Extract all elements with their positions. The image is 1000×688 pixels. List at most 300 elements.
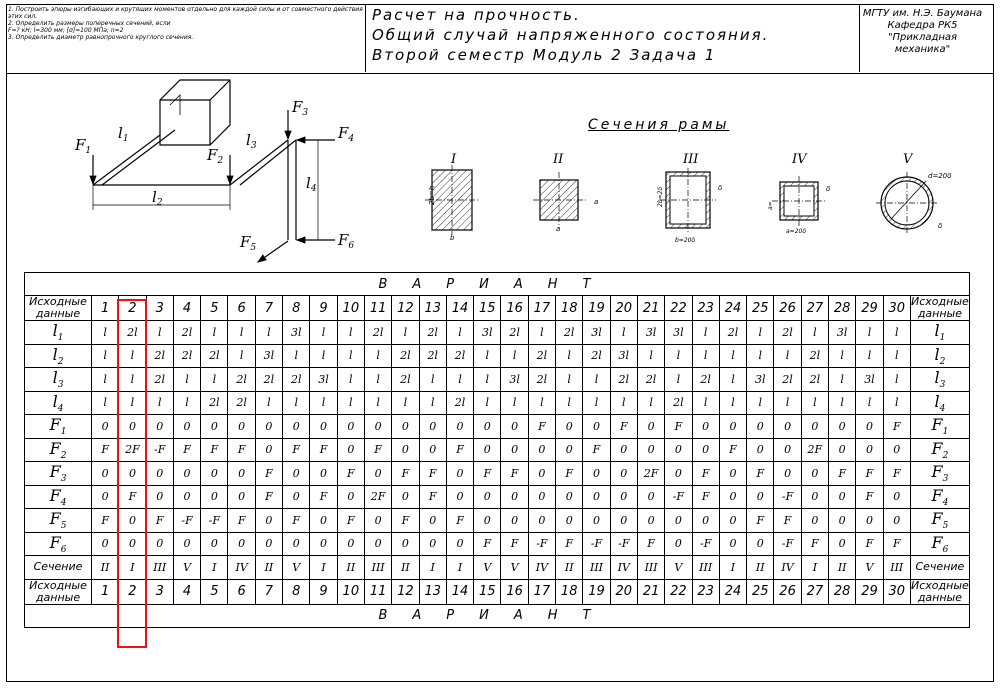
subscript: 5	[942, 521, 949, 532]
table-cell: 0	[283, 462, 310, 486]
table-cell: F	[829, 462, 856, 486]
label-F4: $F_4$	[338, 124, 355, 144]
table-cell: l	[856, 321, 883, 345]
table-cell: -F	[528, 532, 555, 556]
row-symbol	[910, 415, 969, 439]
table-cell: 0	[501, 438, 528, 462]
table-cell: 0	[528, 509, 555, 533]
table-cell: l	[364, 368, 391, 392]
table-cell: 2l	[419, 344, 446, 368]
variant-header: ВАРИАНТ	[25, 604, 970, 627]
table-cell: l	[883, 344, 910, 368]
table-cell: I	[446, 556, 473, 580]
table-cell: l	[856, 344, 883, 368]
row-symbol	[25, 368, 92, 392]
variant-number: 12	[392, 296, 419, 321]
table-cell: l	[92, 344, 119, 368]
table-cell: 2l	[774, 368, 801, 392]
table-cell: F	[747, 509, 774, 533]
variant-number: 27	[801, 296, 828, 321]
table-cell: III	[146, 556, 173, 580]
table-cell: I	[201, 556, 228, 580]
table-cell: l	[201, 368, 228, 392]
table-cell: 0	[528, 485, 555, 509]
table-cell: 0	[119, 415, 146, 439]
row-label: Исходные данные	[911, 295, 969, 320]
table-cell: l	[146, 321, 173, 345]
table-cell: F	[446, 438, 473, 462]
table-cell: 0	[92, 532, 119, 556]
table-cell: 0	[883, 485, 910, 509]
subscript: 5	[60, 521, 67, 532]
variant-number: 4	[173, 296, 200, 321]
table-cell: 0	[92, 462, 119, 486]
row-label: Исходные данные	[25, 296, 92, 321]
table-cell: F	[747, 462, 774, 486]
table-cell: I	[719, 556, 746, 580]
variant-header: ВАРИАНТ	[25, 273, 970, 296]
table-cell: l	[883, 321, 910, 345]
section-I	[425, 152, 480, 242]
symbol: l	[934, 321, 940, 341]
table-cell: 2l	[528, 368, 555, 392]
table-cell: 3l	[637, 321, 664, 345]
table-cell: 0	[392, 532, 419, 556]
table-cell: 0	[829, 438, 856, 462]
table-cell: F	[173, 438, 200, 462]
table-cell: 3l	[665, 321, 692, 345]
label-l1: $l_1$	[118, 124, 129, 144]
table-cell: F	[92, 509, 119, 533]
table-cell: l	[719, 344, 746, 368]
table-cell: 0	[856, 509, 883, 533]
title-line-3: Второй семестр Модуль 2 Задача 1	[372, 46, 717, 64]
table-cell: 0	[747, 438, 774, 462]
variant-number: 2	[119, 296, 146, 321]
table-cell: 0	[310, 509, 337, 533]
table-cell: 0	[610, 462, 637, 486]
table-cell: l	[801, 321, 828, 345]
row-symbol	[25, 509, 92, 533]
table-cell: 0	[446, 462, 473, 486]
table-cell: l	[747, 344, 774, 368]
task-note: 1. Построить эпюры изгибающих и крутящих моментов отдельно для каждой силы и от совместного действия этих сил.	[8, 6, 363, 20]
table-cell: F	[392, 509, 419, 533]
table-cell: F	[856, 462, 883, 486]
table-cell: 0	[364, 462, 391, 486]
table-cell: 2l	[719, 321, 746, 345]
table-cell: 0	[173, 415, 200, 439]
table-cell: 0	[501, 415, 528, 439]
table-cell: IV	[228, 556, 255, 580]
table-cell: F	[419, 462, 446, 486]
table-cell: F	[255, 485, 282, 509]
section-row	[25, 556, 970, 580]
symbol: F	[931, 438, 943, 458]
table-cell: l	[146, 391, 173, 415]
section-II	[533, 152, 598, 233]
table-cell: l	[556, 391, 583, 415]
subscript: 2	[942, 450, 949, 461]
subscript: 2	[57, 356, 64, 367]
svg-text:d=20δ: d=20δ	[928, 172, 952, 180]
table-cell: 0	[719, 532, 746, 556]
variant-number: 4	[173, 579, 200, 604]
variant-number: 18	[556, 579, 583, 604]
variant-number: 29	[856, 579, 883, 604]
table-cell: 2l	[801, 344, 828, 368]
table-cell: l	[501, 391, 528, 415]
table-row	[25, 391, 970, 415]
label-l2: $l_2$	[152, 188, 163, 208]
table-cell: F	[228, 438, 255, 462]
table-cell: F	[419, 485, 446, 509]
label-l3: $l_3$	[246, 131, 257, 151]
table-cell: 0	[528, 462, 555, 486]
svg-text:III: III	[683, 152, 699, 167]
table-cell: 0	[173, 462, 200, 486]
table-row	[25, 438, 970, 462]
table-cell: l	[801, 391, 828, 415]
table-cell: F	[501, 462, 528, 486]
table-cell: F	[337, 462, 364, 486]
table-cell: l	[119, 391, 146, 415]
table-cell: 2l	[228, 391, 255, 415]
variant-number: 23	[692, 579, 719, 604]
variant-number: 25	[747, 296, 774, 321]
table-cell: l	[719, 368, 746, 392]
variant-number: 30	[883, 579, 910, 604]
variant-number: 5	[201, 579, 228, 604]
table-cell: 0	[283, 415, 310, 439]
table-cell: 0	[201, 532, 228, 556]
symbol: F	[49, 509, 61, 529]
table-cell: 0	[801, 415, 828, 439]
table-cell: F	[692, 485, 719, 509]
subscript: 6	[60, 544, 67, 555]
table-cell: F	[146, 509, 173, 533]
table-cell: 0	[719, 485, 746, 509]
table-cell: 2l	[228, 368, 255, 392]
table-cell: F	[856, 485, 883, 509]
table-row	[25, 344, 970, 368]
table-cell: 0	[337, 438, 364, 462]
table-cell: 0	[392, 415, 419, 439]
table-cell: l	[255, 391, 282, 415]
table-cell: l	[829, 344, 856, 368]
table-cell: 0	[446, 485, 473, 509]
variant-number: 18	[556, 296, 583, 321]
label-F1: $F_1$	[75, 136, 92, 156]
svg-text:a=: a=	[767, 201, 774, 210]
svg-text:V: V	[903, 152, 913, 167]
table-cell: F	[228, 509, 255, 533]
table-cell: l	[92, 368, 119, 392]
table-cell: 2l	[637, 368, 664, 392]
table-cell: l	[201, 321, 228, 345]
subscript: 1	[60, 427, 67, 438]
table-cell: IV	[528, 556, 555, 580]
symbol: F	[931, 415, 943, 435]
symbol: l	[934, 391, 940, 411]
symbol: F	[49, 415, 61, 435]
table-cell: 0	[173, 532, 200, 556]
row-symbol	[910, 391, 969, 415]
table-cell: 0	[829, 532, 856, 556]
table-cell: 2l	[173, 344, 200, 368]
table-cell: l	[474, 368, 501, 392]
table-row	[25, 462, 970, 486]
table-cell: l	[446, 368, 473, 392]
table-cell: 0	[419, 532, 446, 556]
variant-number: 24	[719, 579, 746, 604]
table-cell: 2F	[801, 438, 828, 462]
variant-number: 19	[583, 296, 610, 321]
symbol: F	[931, 532, 943, 552]
subscript: 1	[939, 333, 946, 344]
table-cell: 0	[92, 415, 119, 439]
table-cell: -F	[774, 485, 801, 509]
table-cell: 0	[829, 509, 856, 533]
row-label: Исходные данные	[911, 578, 969, 604]
table-cell: 0	[665, 462, 692, 486]
table-cell: I	[119, 556, 146, 580]
table-cell: 2l	[146, 344, 173, 368]
table-cell: l	[856, 391, 883, 415]
variant-number: 30	[883, 296, 910, 321]
table-cell: l	[228, 344, 255, 368]
table-cell: 0	[419, 415, 446, 439]
table-cell: 0	[337, 532, 364, 556]
table-row	[25, 532, 970, 556]
table-cell: V	[501, 556, 528, 580]
table-cell: l	[719, 391, 746, 415]
row-label: Сечение	[25, 556, 92, 580]
table-cell: 2F	[119, 438, 146, 462]
row-symbol	[25, 485, 92, 509]
table-cell: l	[774, 344, 801, 368]
row-label: Исходные данные	[25, 579, 92, 604]
table-cell: l	[310, 344, 337, 368]
variant-number: 22	[665, 579, 692, 604]
table-cell: -F	[610, 532, 637, 556]
svg-text:IV: IV	[792, 152, 807, 167]
variant-table	[24, 272, 970, 628]
symbol: l	[934, 368, 940, 388]
row-symbol	[910, 485, 969, 509]
table-cell: 2l	[173, 321, 200, 345]
sections-title: Сечения рамы	[588, 117, 730, 133]
table-cell: V	[856, 556, 883, 580]
variant-number: 14	[446, 296, 473, 321]
table-cell: l	[419, 391, 446, 415]
table-cell: 0	[692, 509, 719, 533]
table-cell: F	[446, 509, 473, 533]
table-cell: I	[801, 556, 828, 580]
subscript: 3	[939, 380, 946, 391]
variant-number: 1	[92, 296, 119, 321]
variant-number: 7	[255, 579, 282, 604]
symbol: F	[49, 438, 61, 458]
table-cell: l	[255, 321, 282, 345]
table-cell: 2l	[146, 368, 173, 392]
variant-number: 11	[364, 296, 391, 321]
table-cell: 2l	[446, 391, 473, 415]
frame-scheme-drawing	[0, 0, 1000, 270]
table-cell: F	[364, 438, 391, 462]
table-cell: 2l	[419, 321, 446, 345]
table-cell: l	[337, 391, 364, 415]
variant-number: 22	[665, 296, 692, 321]
row-symbol	[910, 321, 969, 345]
table-cell: 2l	[283, 368, 310, 392]
table-cell: 0	[774, 415, 801, 439]
task-note: 3. Определить диаметр равнопрочного круглого сечения.	[8, 34, 194, 41]
row-symbol	[25, 415, 92, 439]
subscript: 3	[57, 380, 64, 391]
table-cell: F	[856, 532, 883, 556]
section-V	[876, 152, 952, 234]
table-cell: l	[173, 391, 200, 415]
table-cell: 0	[610, 509, 637, 533]
row-symbol	[910, 509, 969, 533]
svg-text:a: a	[594, 198, 599, 206]
table-cell: -F	[774, 532, 801, 556]
row-symbol	[25, 344, 92, 368]
variant-number: 28	[829, 296, 856, 321]
table-cell: 0	[692, 438, 719, 462]
table-cell: 2l	[583, 344, 610, 368]
table-cell: III	[637, 556, 664, 580]
table-cell: II	[556, 556, 583, 580]
variant-number: 24	[719, 296, 746, 321]
svg-text:b=20δ: b=20δ	[675, 237, 696, 244]
table-cell: 3l	[474, 321, 501, 345]
table-cell: 0	[583, 485, 610, 509]
table-cell: F	[255, 462, 282, 486]
section-IV	[767, 152, 830, 235]
table-cell: 0	[883, 438, 910, 462]
table-cell: 3l	[501, 368, 528, 392]
variant-number: 5	[201, 296, 228, 321]
label-F2: $F_2$	[207, 146, 224, 166]
table-cell: II	[337, 556, 364, 580]
table-cell: l	[501, 344, 528, 368]
table-cell: V	[474, 556, 501, 580]
table-cell: 0	[228, 485, 255, 509]
svg-text:δ: δ	[938, 222, 943, 230]
variant-number: 14	[446, 579, 473, 604]
variant-number: 7	[255, 296, 282, 321]
table-cell: 0	[146, 532, 173, 556]
table-cell: 3l	[583, 321, 610, 345]
table-cell: l	[692, 321, 719, 345]
table-cell: 0	[201, 485, 228, 509]
table-cell: 0	[364, 509, 391, 533]
table-cell: F	[392, 462, 419, 486]
table-cell: l	[747, 391, 774, 415]
table-cell: l	[747, 321, 774, 345]
row-label: Сечение	[910, 556, 969, 580]
table-cell: 0	[665, 509, 692, 533]
table-cell: 0	[201, 462, 228, 486]
row-symbol	[25, 438, 92, 462]
section-III	[657, 152, 722, 244]
label-F3: $F_3$	[292, 98, 309, 118]
table-cell: F	[201, 438, 228, 462]
variant-number: 8	[283, 579, 310, 604]
table-cell: l	[829, 368, 856, 392]
table-cell: 0	[719, 415, 746, 439]
table-cell: F	[501, 532, 528, 556]
table-cell: 2l	[528, 344, 555, 368]
table-cell: 0	[747, 485, 774, 509]
table-cell: 0	[801, 485, 828, 509]
table-cell: 3l	[283, 321, 310, 345]
svg-text:2b=2δ: 2b=2δ	[657, 186, 664, 207]
table-cell: F	[801, 532, 828, 556]
table-cell: 0	[419, 438, 446, 462]
row-symbol	[910, 438, 969, 462]
table-cell: l	[692, 391, 719, 415]
variant-number: 10	[337, 296, 364, 321]
subscript: 4	[60, 497, 67, 508]
table-cell: 0	[583, 462, 610, 486]
svg-text:δ: δ	[718, 184, 723, 192]
task-note: 2. Определить размеры поперечных сечений, если	[8, 20, 171, 27]
table-cell: 0	[310, 415, 337, 439]
variant-number: 16	[501, 579, 528, 604]
row-symbol	[910, 462, 969, 486]
table-cell: III	[583, 556, 610, 580]
symbol: F	[931, 462, 943, 482]
table-cell: IV	[610, 556, 637, 580]
variant-number: 17	[528, 579, 555, 604]
title-line-1: Расчет на прочность.	[372, 6, 581, 24]
table-cell: 2l	[364, 321, 391, 345]
table-cell: 0	[255, 438, 282, 462]
table-cell: 0	[446, 532, 473, 556]
table-cell: II	[92, 556, 119, 580]
table-cell: F	[310, 485, 337, 509]
table-cell: 0	[501, 485, 528, 509]
symbol: l	[52, 321, 58, 341]
table-cell: II	[829, 556, 856, 580]
variant-number: 15	[474, 579, 501, 604]
table-cell: IV	[774, 556, 801, 580]
table-cell: V	[665, 556, 692, 580]
table-cell: 2l	[392, 344, 419, 368]
table-cell: F	[883, 462, 910, 486]
table-cell: 0	[774, 462, 801, 486]
table-cell: -F	[692, 532, 719, 556]
task-note: F=? кН; l=300 мм; [σ]=100 МПа; n=2	[8, 27, 124, 34]
table-cell: l	[474, 391, 501, 415]
table-cell: l	[364, 344, 391, 368]
variant-number: 25	[747, 579, 774, 604]
table-cell: -F	[665, 485, 692, 509]
table-cell: III	[364, 556, 391, 580]
symbol: F	[931, 485, 943, 505]
table-cell: l	[92, 391, 119, 415]
table-cell: F	[883, 532, 910, 556]
institution-line: Кафедра РК5	[887, 20, 958, 31]
table-cell: l	[665, 344, 692, 368]
table-cell: 2l	[201, 391, 228, 415]
table-cell: l	[337, 321, 364, 345]
table-cell: l	[883, 368, 910, 392]
table-cell: 0	[255, 415, 282, 439]
